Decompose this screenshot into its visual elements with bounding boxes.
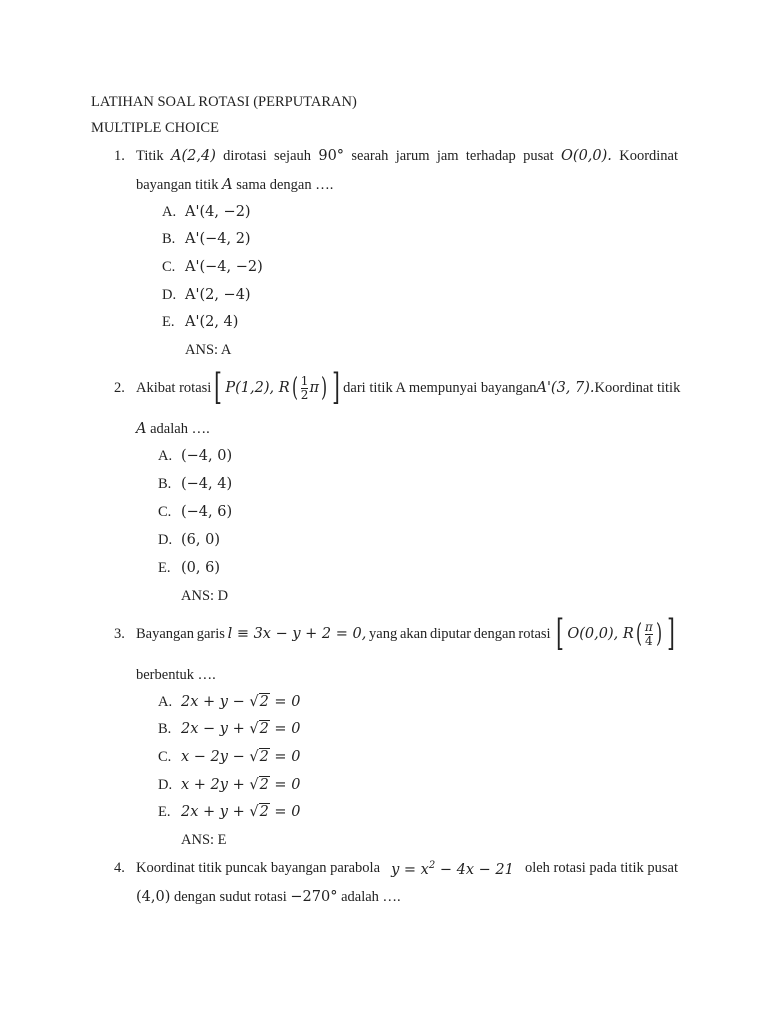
sqrt-icon	[249, 694, 269, 710]
q2-center-expression: P(1,2), R	[225, 380, 290, 396]
q1-option-text: A'(−4, −2)	[185, 259, 263, 275]
q2-option-letter: B.	[158, 476, 172, 492]
q2-line2-b: adalah ….	[150, 421, 210, 437]
q3-option-radicand: 2	[259, 694, 269, 710]
q3-open-bracket: [	[556, 613, 565, 654]
q2-open-paren: (	[291, 373, 298, 403]
q2-fraction	[301, 375, 309, 402]
sqrt-symbol: √	[249, 694, 259, 710]
question-4-line-2	[136, 889, 401, 906]
q1-option-text: A'(2, −4)	[185, 287, 251, 303]
q1-line2-b: sama dengan ….	[236, 177, 334, 193]
sqrt-icon	[249, 749, 269, 765]
q2-image-point: A'(3, 7).	[536, 380, 595, 396]
q3-word: dengan	[473, 625, 516, 642]
q1-option-letter: E.	[162, 314, 175, 330]
q2-rotation-expression	[211, 367, 343, 408]
q1-option-letter: B.	[162, 231, 176, 247]
q4-eq-post: − 4x − 21	[435, 861, 514, 878]
q2-open-bracket: [	[214, 367, 223, 408]
q1-center: O(0,0).	[561, 148, 612, 164]
q1-option-letter: C.	[162, 259, 176, 275]
q3-word: garis	[196, 625, 225, 642]
q4-line2-b: adalah ….	[341, 889, 401, 905]
question-2-number: 2.	[114, 380, 125, 396]
q2-frac-den: 2	[300, 387, 309, 402]
q3-open-paren: (	[635, 619, 642, 649]
q3-word: akan	[399, 625, 428, 642]
q3-option-post: = 0	[269, 777, 301, 793]
sqrt-symbol: √	[249, 721, 259, 737]
question-3-answer: ANS: E	[181, 832, 227, 848]
question-2-answer: ANS: D	[181, 588, 229, 604]
q4-center: (4,0)	[136, 889, 171, 905]
q1-option-letter: D.	[162, 287, 177, 303]
q4-eq-pre: y = x	[391, 861, 429, 878]
question-3-line-2: berbentuk ….	[136, 667, 216, 683]
q4-angle: −270°	[290, 889, 338, 905]
q2-text-a: Akibat rotasi	[136, 379, 212, 396]
q3-fraction	[645, 621, 653, 648]
document-title: LATIHAN SOAL ROTASI (PERPUTARAN)	[91, 94, 357, 110]
q2-option-letter: A.	[158, 448, 173, 464]
q1-option-letter: A.	[162, 204, 177, 220]
question-4-number: 4.	[114, 860, 125, 876]
q3-line-equation: l ≡ 3x − y + 2 = 0,	[227, 626, 367, 642]
q3-word: yang	[369, 625, 398, 642]
q2-option-text: (−4, 4)	[181, 476, 233, 492]
q3-option-post: = 0	[269, 694, 301, 710]
q1-line2-a: bayangan titik	[136, 177, 219, 193]
question-2-line-1	[136, 364, 681, 412]
q1-text-b: dirotasi sejauh	[223, 148, 312, 164]
q3-option-letter: E.	[158, 804, 171, 820]
q1-line2-var: A	[222, 177, 233, 193]
q2-option-letter: E.	[158, 560, 171, 576]
q3-option-radicand: 2	[259, 749, 269, 765]
q2-line2-var: A	[136, 421, 147, 437]
q3-option-text	[181, 749, 300, 765]
question-2-line-2	[136, 421, 210, 438]
sqrt-symbol: √	[249, 749, 259, 765]
q3-option-pre: 2x − y +	[181, 721, 250, 737]
q1-text-c: searah jarum jam terhadap pusat	[351, 148, 554, 164]
q4-text-a: Koordinat titik puncak bayangan parabola	[136, 860, 381, 876]
sqrt-symbol: √	[249, 777, 259, 793]
q3-center-expression: O(0,0), R	[567, 626, 634, 642]
q1-angle: 90°	[318, 148, 345, 164]
question-1-number: 1.	[114, 148, 125, 164]
sqrt-icon	[249, 777, 269, 793]
question-3-number: 3.	[114, 626, 125, 642]
q3-option-letter: C.	[158, 749, 172, 765]
q3-option-pre: x + 2y +	[181, 777, 250, 793]
q2-pi: π	[309, 380, 319, 396]
q1-option-text: A'(2, 4)	[185, 314, 239, 330]
question-1-line-1	[136, 148, 678, 165]
section-heading: MULTIPLE CHOICE	[91, 120, 219, 136]
q3-option-text	[181, 694, 300, 710]
q3-word: rotasi	[518, 625, 551, 642]
q4-parabola-equation	[391, 860, 514, 878]
q3-close-paren: )	[655, 619, 662, 649]
q3-option-text	[181, 804, 300, 820]
q2-frac-num: 1	[300, 373, 309, 388]
q3-frac-den: 4	[645, 633, 653, 648]
sqrt-icon	[249, 804, 269, 820]
q3-frac-num: π	[644, 619, 653, 634]
q3-option-radicand: 2	[259, 804, 269, 820]
q1-option-text: A'(−4, 2)	[185, 231, 251, 247]
q1-option-text: A'(4, −2)	[185, 204, 251, 220]
q3-option-radicand: 2	[259, 721, 269, 737]
q2-option-text: (6, 0)	[181, 532, 220, 548]
question-4-line-1	[136, 860, 678, 878]
q2-option-letter: C.	[158, 504, 172, 520]
question-3-line-1	[136, 610, 678, 658]
q1-text-a: Titik	[136, 148, 164, 164]
q3-option-post: = 0	[269, 749, 301, 765]
q3-option-post: = 0	[269, 721, 301, 737]
q2-close-bracket: ]	[332, 367, 341, 408]
q3-option-letter: B.	[158, 721, 172, 737]
q2-text-b: dari titik A mempunyai bayangan	[343, 379, 537, 396]
q1-text-d: Koordinat	[619, 148, 679, 164]
q2-close-paren: )	[321, 373, 328, 403]
q2-text-c: Koordinat titik	[594, 379, 681, 396]
q3-word: Bayangan	[136, 625, 194, 642]
q3-option-letter: A.	[158, 694, 173, 710]
q3-option-radicand: 2	[259, 777, 269, 793]
q4-text-b: oleh rotasi pada titik pusat	[524, 860, 678, 876]
q3-option-pre: 2x + y +	[181, 804, 250, 820]
q3-option-post: = 0	[269, 804, 301, 820]
q3-option-text	[181, 721, 300, 737]
q3-option-pre: x − 2y −	[181, 749, 250, 765]
q2-option-text: (0, 6)	[181, 560, 220, 576]
question-1-answer: ANS: A	[185, 342, 232, 358]
sqrt-symbol: √	[249, 804, 259, 820]
q3-option-text	[181, 777, 300, 793]
q2-option-text: (−4, 6)	[181, 504, 233, 520]
q3-rotation-expression	[553, 613, 678, 654]
q4-line2-a: dengan sudut rotasi	[174, 889, 287, 905]
q3-word: diputar	[430, 625, 472, 642]
q3-close-bracket: ]	[667, 613, 675, 654]
q4-eq-exponent: 2	[428, 860, 436, 871]
q1-point-a: A(2,4)	[171, 148, 216, 164]
question-1-line-2	[136, 177, 333, 194]
q3-option-pre: 2x + y −	[181, 694, 250, 710]
q3-option-letter: D.	[158, 777, 173, 793]
q2-option-text: (−4, 0)	[181, 448, 233, 464]
q2-option-letter: D.	[158, 532, 173, 548]
sqrt-icon	[249, 721, 269, 737]
